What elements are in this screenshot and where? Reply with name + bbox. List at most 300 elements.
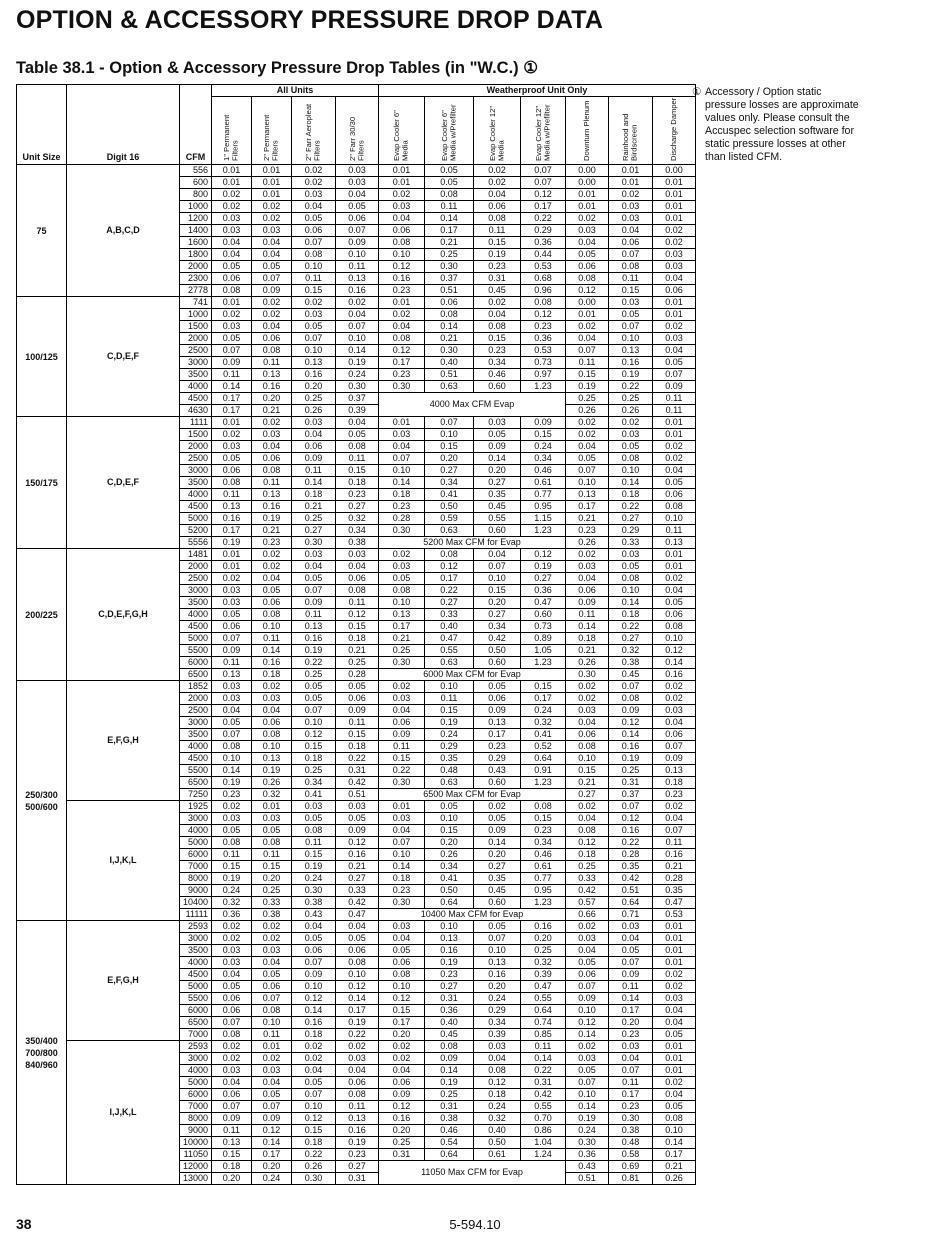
value-cell: 0.06: [292, 945, 336, 957]
value-cell: 0.15: [425, 441, 474, 453]
value-cell: 1.04: [521, 1137, 566, 1149]
value-cell: 0.02: [609, 189, 653, 201]
value-cell: 0.46: [521, 465, 566, 477]
column-header-label: 1" Permanent Filters: [222, 114, 240, 161]
value-cell: 0.02: [252, 297, 292, 309]
value-cell: 0.02: [252, 1053, 292, 1065]
value-cell: 0.16: [609, 741, 653, 753]
value-cell: 0.24: [474, 993, 521, 1005]
value-cell: 0.64: [521, 1005, 566, 1017]
value-cell: 0.02: [252, 561, 292, 573]
value-cell: 0.19: [566, 1113, 609, 1125]
value-cell: 0.06: [653, 285, 696, 297]
value-cell: 0.34: [474, 357, 521, 369]
value-cell: 1.24: [521, 1149, 566, 1161]
value-cell: 0.16: [292, 633, 336, 645]
value-cell: 0.07: [566, 981, 609, 993]
value-cell: 0.06: [653, 729, 696, 741]
value-cell: 0.21: [379, 633, 425, 645]
value-cell: 0.51: [609, 885, 653, 897]
value-cell: 0.30: [292, 885, 336, 897]
value-cell: 0.19: [336, 357, 379, 369]
value-cell: 0.02: [653, 453, 696, 465]
value-cell: 0.07: [609, 681, 653, 693]
value-cell: 0.14: [474, 453, 521, 465]
cfm-cell: 3500: [180, 945, 212, 957]
value-cell: 0.17: [474, 729, 521, 741]
value-cell: 0.59: [425, 513, 474, 525]
value-cell: 0.05: [252, 1089, 292, 1101]
value-cell: 0.07: [653, 741, 696, 753]
value-cell: 0.77: [521, 489, 566, 501]
value-cell: 0.17: [653, 1149, 696, 1161]
value-cell: 0.50: [425, 885, 474, 897]
value-cell: 0.03: [566, 933, 609, 945]
value-cell: 0.03: [474, 417, 521, 429]
column-header: [379, 97, 425, 165]
value-cell: 0.05: [212, 717, 252, 729]
table-row: [17, 681, 696, 693]
value-cell: 0.03: [292, 417, 336, 429]
value-cell: 0.05: [379, 945, 425, 957]
value-cell: 0.12: [252, 1125, 292, 1137]
value-cell: 0.11: [609, 273, 653, 285]
unit-size-cell: 350/400 700/800 840/960: [17, 921, 67, 1185]
value-cell: 0.02: [566, 417, 609, 429]
value-cell: 0.15: [425, 825, 474, 837]
value-cell: 0.10: [653, 1125, 696, 1137]
cfm-cell: 3500: [180, 597, 212, 609]
value-cell: 0.12: [566, 837, 609, 849]
value-cell: 0.10: [609, 585, 653, 597]
cfm-cell: 4500: [180, 621, 212, 633]
value-cell: 0.07: [474, 561, 521, 573]
value-cell: 0.15: [252, 861, 292, 873]
table-title: Table 38.1 - Option & Accessory Pressure Drop Tables (in "W.C.) ①: [16, 59, 539, 77]
value-cell: 0.05: [474, 813, 521, 825]
value-cell: 0.06: [252, 453, 292, 465]
value-cell: 0.11: [653, 525, 696, 537]
value-cell: 0.08: [212, 477, 252, 489]
value-cell: 0.46: [425, 1125, 474, 1137]
value-cell: 0.27: [474, 477, 521, 489]
value-cell: 0.43: [474, 765, 521, 777]
value-cell: 0.45: [474, 285, 521, 297]
value-cell: 0.27: [425, 981, 474, 993]
column-header: [653, 97, 696, 165]
value-cell: 0.46: [521, 849, 566, 861]
value-cell: 0.02: [212, 201, 252, 213]
cfm-cell: 6000: [180, 849, 212, 861]
value-cell: 0.07: [566, 465, 609, 477]
value-cell: 0.04: [474, 549, 521, 561]
pressure-drop-table: [16, 84, 696, 1185]
value-cell: 0.07: [336, 321, 379, 333]
value-cell: 0.15: [292, 285, 336, 297]
value-cell: 0.03: [653, 333, 696, 345]
value-cell: 0.09: [292, 453, 336, 465]
value-cell: 0.20: [252, 1161, 292, 1173]
cfm-cell: 9000: [180, 1125, 212, 1137]
unit-size-cell: 75: [17, 165, 67, 297]
value-cell: 0.06: [336, 945, 379, 957]
value-cell: 0.01: [653, 177, 696, 189]
value-cell: 0.06: [474, 693, 521, 705]
value-cell: 0.03: [336, 1053, 379, 1065]
value-cell: 0.12: [336, 981, 379, 993]
value-cell: 0.03: [379, 693, 425, 705]
digit16-cell: E,F,G,H: [67, 921, 180, 1041]
value-cell: 0.08: [474, 321, 521, 333]
value-cell: 0.17: [212, 525, 252, 537]
value-cell: 0.02: [653, 321, 696, 333]
value-cell: 0.15: [425, 705, 474, 717]
value-cell: 0.26: [609, 405, 653, 417]
column-header: [212, 97, 252, 165]
value-cell: 0.02: [379, 1053, 425, 1065]
value-cell: 0.02: [379, 309, 425, 321]
value-cell: 0.03: [212, 225, 252, 237]
cfm-cell: 4500: [180, 969, 212, 981]
cfm-cell: 800: [180, 189, 212, 201]
value-cell: 0.27: [566, 789, 609, 801]
value-cell: 0.41: [425, 873, 474, 885]
value-cell: 0.29: [521, 225, 566, 237]
value-cell: 0.16: [336, 1125, 379, 1137]
value-cell: 0.12: [521, 549, 566, 561]
value-cell: 0.81: [609, 1173, 653, 1185]
value-cell: 0.20: [379, 1029, 425, 1041]
value-cell: 0.02: [474, 165, 521, 177]
value-cell: 0.34: [521, 837, 566, 849]
value-cell: 0.08: [292, 249, 336, 261]
value-cell: 0.02: [292, 1041, 336, 1053]
value-cell: 0.04: [609, 1053, 653, 1065]
value-cell: 0.02: [252, 921, 292, 933]
value-cell: 0.05: [292, 321, 336, 333]
value-cell: 0.17: [379, 1017, 425, 1029]
value-cell: 0.14: [212, 381, 252, 393]
value-cell: 0.07: [609, 321, 653, 333]
value-cell: 0.08: [252, 1005, 292, 1017]
cfm-cell: 7000: [180, 1101, 212, 1113]
value-cell: 0.10: [292, 717, 336, 729]
value-cell: 0.32: [609, 645, 653, 657]
value-cell: 0.45: [474, 501, 521, 513]
value-cell: 0.26: [292, 405, 336, 417]
value-cell: 0.42: [474, 633, 521, 645]
value-cell: 0.17: [379, 357, 425, 369]
value-cell: 0.04: [566, 237, 609, 249]
value-cell: 0.10: [212, 753, 252, 765]
value-cell: 0.11: [292, 837, 336, 849]
value-cell: 0.13: [653, 537, 696, 549]
value-cell: 0.21: [252, 525, 292, 537]
value-cell: 0.13: [336, 273, 379, 285]
value-cell: 0.01: [566, 201, 609, 213]
value-cell: 0.03: [292, 801, 336, 813]
value-cell: 0.05: [474, 429, 521, 441]
value-cell: 0.13: [425, 933, 474, 945]
value-cell: 0.20: [474, 465, 521, 477]
digit16-cell: E,F,G,H: [67, 681, 180, 801]
value-cell: 0.16: [653, 849, 696, 861]
value-cell: 0.02: [566, 921, 609, 933]
value-cell: 0.09: [252, 285, 292, 297]
value-cell: 0.20: [252, 393, 292, 405]
value-cell: 0.05: [212, 453, 252, 465]
column-header-label: Evap Cooler 12" Media w/Prefilter: [533, 104, 551, 161]
value-cell: 0.03: [379, 921, 425, 933]
value-cell: 0.38: [609, 657, 653, 669]
value-cell: 0.45: [474, 885, 521, 897]
value-cell: 0.04: [292, 201, 336, 213]
cfm-cell: 1600: [180, 237, 212, 249]
value-cell: 0.16: [252, 657, 292, 669]
value-cell: 0.31: [609, 777, 653, 789]
value-cell: 0.01: [212, 561, 252, 573]
value-cell: 0.03: [379, 201, 425, 213]
value-cell: 0.25: [425, 1089, 474, 1101]
value-cell: 0.08: [425, 189, 474, 201]
value-cell: 0.11: [609, 981, 653, 993]
cfm-cell: 4630: [180, 405, 212, 417]
value-cell: 0.02: [653, 573, 696, 585]
value-cell: 0.03: [609, 429, 653, 441]
value-cell: 0.18: [474, 1089, 521, 1101]
value-cell: 0.06: [292, 225, 336, 237]
value-cell: 0.30: [379, 381, 425, 393]
cfm-cell: 3000: [180, 933, 212, 945]
column-header-label: 2" Permanent Filters: [262, 114, 280, 161]
value-cell: 0.01: [653, 1065, 696, 1077]
value-cell: 0.03: [252, 225, 292, 237]
cfm-cell: 741: [180, 297, 212, 309]
value-cell: 0.08: [336, 441, 379, 453]
value-cell: 0.30: [609, 1113, 653, 1125]
value-cell: 0.45: [609, 669, 653, 681]
value-cell: 0.03: [653, 261, 696, 273]
cfm-cell: 600: [180, 177, 212, 189]
value-cell: 0.27: [474, 861, 521, 873]
value-cell: 0.04: [653, 1005, 696, 1017]
value-cell: 0.36: [521, 585, 566, 597]
cfm-cell: 3000: [180, 813, 212, 825]
cfm-cell: 2000: [180, 333, 212, 345]
value-cell: 0.10: [566, 753, 609, 765]
value-cell: 0.05: [609, 561, 653, 573]
value-cell: 0.13: [609, 345, 653, 357]
value-cell: 0.73: [521, 357, 566, 369]
value-cell: 0.02: [292, 165, 336, 177]
value-cell: 0.08: [474, 213, 521, 225]
value-cell: 0.11: [212, 369, 252, 381]
value-cell: 0.24: [212, 885, 252, 897]
value-cell: 0.19: [474, 249, 521, 261]
value-cell: 0.12: [609, 813, 653, 825]
value-cell: 0.03: [252, 945, 292, 957]
value-cell: 0.02: [212, 921, 252, 933]
cfm-cell: 5000: [180, 1077, 212, 1089]
value-cell: 0.14: [474, 837, 521, 849]
value-cell: 0.07: [212, 1101, 252, 1113]
value-cell: 0.24: [336, 369, 379, 381]
value-cell: 0.47: [336, 909, 379, 921]
value-cell: 0.01: [379, 417, 425, 429]
value-cell: 0.05: [566, 249, 609, 261]
unit-size-cell: 250/300 500/600: [17, 681, 67, 921]
value-cell: 0.25: [379, 645, 425, 657]
value-cell: 0.06: [292, 441, 336, 453]
value-cell: 0.17: [336, 1005, 379, 1017]
value-cell: 0.22: [609, 381, 653, 393]
value-cell: 0.05: [336, 201, 379, 213]
value-cell: 0.08: [609, 693, 653, 705]
value-cell: 0.03: [653, 993, 696, 1005]
value-cell: 0.25: [566, 861, 609, 873]
value-cell: 0.23: [379, 501, 425, 513]
value-cell: 0.12: [609, 717, 653, 729]
value-cell: 0.08: [212, 741, 252, 753]
value-cell: 0.03: [336, 549, 379, 561]
value-cell: 0.01: [653, 561, 696, 573]
value-cell: 0.08: [292, 825, 336, 837]
value-cell: 0.03: [566, 561, 609, 573]
value-cell: 0.06: [566, 969, 609, 981]
value-cell: 0.05: [212, 609, 252, 621]
column-header: [521, 97, 566, 165]
cfm-cell: 2000: [180, 441, 212, 453]
value-cell: 0.09: [336, 237, 379, 249]
value-cell: 1.23: [521, 657, 566, 669]
value-cell: 0.02: [252, 213, 292, 225]
value-cell: 0.30: [425, 345, 474, 357]
value-cell: 0.10: [609, 465, 653, 477]
column-header: [292, 97, 336, 165]
value-cell: 0.07: [379, 837, 425, 849]
value-cell: 0.02: [653, 1077, 696, 1089]
value-cell: 0.02: [566, 213, 609, 225]
value-cell: 0.05: [653, 357, 696, 369]
value-cell: 0.64: [425, 897, 474, 909]
digit16-cell: I,J,K,L: [67, 1041, 180, 1185]
value-cell: 0.25: [292, 669, 336, 681]
value-cell: 0.63: [425, 525, 474, 537]
value-cell: 0.17: [566, 501, 609, 513]
value-cell: 0.95: [521, 885, 566, 897]
value-cell: 0.15: [292, 741, 336, 753]
value-cell: 0.02: [566, 321, 609, 333]
value-cell: 0.02: [212, 429, 252, 441]
value-cell: 0.04: [379, 825, 425, 837]
value-cell: 0.24: [292, 873, 336, 885]
value-cell: 0.01: [653, 213, 696, 225]
value-cell: 0.03: [336, 177, 379, 189]
cfm-cell: 10000: [180, 1137, 212, 1149]
value-cell: 0.01: [653, 921, 696, 933]
value-cell: 0.14: [212, 765, 252, 777]
value-cell: 0.42: [566, 885, 609, 897]
value-cell: 0.06: [252, 981, 292, 993]
value-cell: 0.02: [566, 1041, 609, 1053]
value-cell: 0.60: [521, 609, 566, 621]
value-cell: 0.30: [379, 897, 425, 909]
value-cell: 0.15: [609, 285, 653, 297]
value-cell: 0.57: [566, 897, 609, 909]
value-cell: 0.09: [609, 969, 653, 981]
value-cell: 0.04: [212, 249, 252, 261]
column-header-label: 2" Farr Aeropleat Filters: [304, 103, 322, 161]
value-cell: 0.08: [379, 585, 425, 597]
column-header-label: Downturn Plenum: [581, 100, 591, 161]
value-cell: 0.47: [521, 597, 566, 609]
value-cell: 0.04: [212, 969, 252, 981]
value-cell: 0.39: [336, 405, 379, 417]
value-cell: 0.06: [379, 717, 425, 729]
value-cell: 0.04: [379, 933, 425, 945]
value-cell: 0.10: [336, 969, 379, 981]
value-cell: 0.52: [521, 741, 566, 753]
value-cell: 0.05: [566, 453, 609, 465]
value-cell: 0.14: [653, 657, 696, 669]
value-cell: 0.14: [336, 345, 379, 357]
value-cell: 0.32: [252, 789, 292, 801]
value-cell: 0.14: [425, 321, 474, 333]
value-cell: 0.15: [336, 729, 379, 741]
value-cell: 0.20: [252, 873, 292, 885]
value-cell: 0.33: [425, 609, 474, 621]
value-cell: 0.09: [336, 705, 379, 717]
value-cell: 0.11: [212, 1125, 252, 1137]
value-cell: 0.16: [425, 945, 474, 957]
value-cell: 0.06: [336, 213, 379, 225]
value-cell: 0.01: [379, 297, 425, 309]
value-cell: 0.13: [379, 609, 425, 621]
value-cell: 0.02: [653, 801, 696, 813]
cfm-cell: 6000: [180, 1089, 212, 1101]
value-cell: 0.07: [609, 249, 653, 261]
value-cell: 0.10: [292, 1101, 336, 1113]
cfm-cell: 556: [180, 165, 212, 177]
value-cell: 0.35: [609, 861, 653, 873]
value-cell: 0.04: [566, 441, 609, 453]
value-cell: 0.70: [521, 1113, 566, 1125]
value-cell: 0.12: [521, 189, 566, 201]
value-cell: 0.08: [653, 1113, 696, 1125]
value-cell: 0.34: [292, 777, 336, 789]
value-cell: 0.00: [566, 165, 609, 177]
value-cell: 0.03: [212, 597, 252, 609]
value-cell: 0.18: [653, 777, 696, 789]
value-cell: 0.03: [566, 705, 609, 717]
value-cell: 0.08: [336, 1089, 379, 1101]
value-cell: 0.12: [566, 285, 609, 297]
value-cell: 0.04: [292, 921, 336, 933]
value-cell: 0.12: [292, 1113, 336, 1125]
value-cell: 0.10: [425, 813, 474, 825]
table-row: [17, 549, 696, 561]
column-header: [336, 97, 379, 165]
cfm-cell: 11050: [180, 1149, 212, 1161]
value-cell: 0.23: [609, 1029, 653, 1041]
value-cell: 0.24: [521, 441, 566, 453]
digit16-cell: C,D,E,F: [67, 417, 180, 549]
value-cell: 0.06: [252, 333, 292, 345]
value-cell: 0.25: [425, 249, 474, 261]
value-cell: 0.21: [566, 645, 609, 657]
value-cell: 0.04: [212, 237, 252, 249]
value-cell: 0.02: [379, 189, 425, 201]
